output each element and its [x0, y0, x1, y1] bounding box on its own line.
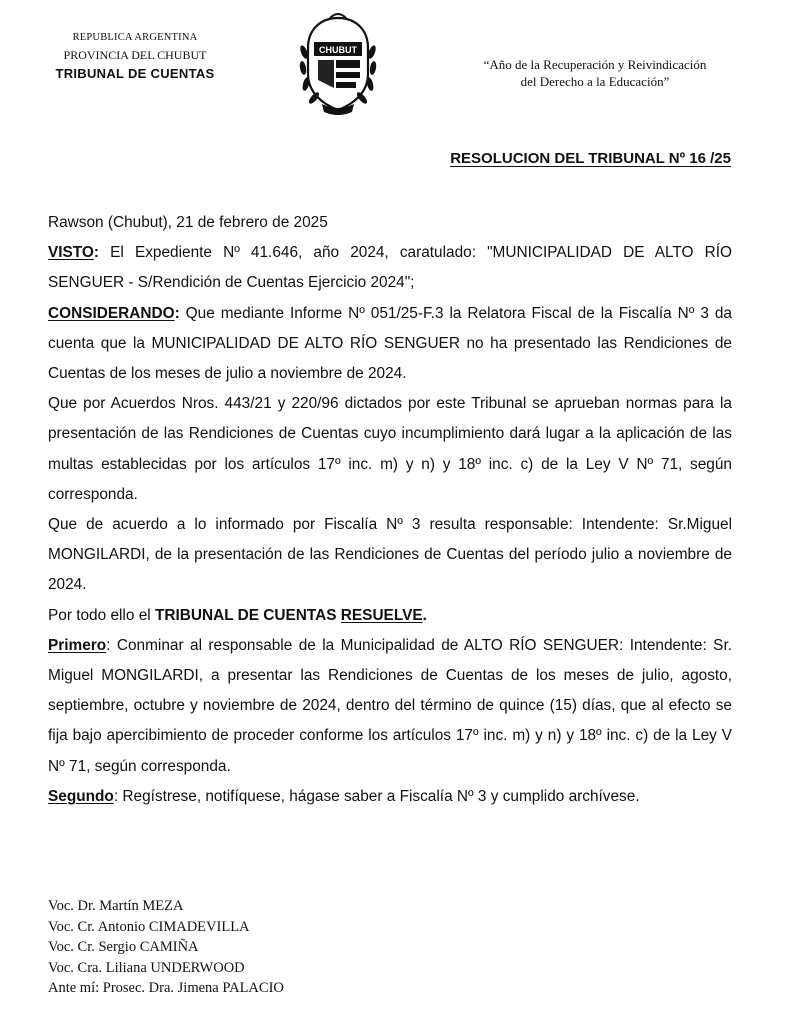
considerando-paragraph	[48, 299, 732, 390]
country-name: REPUBLICA ARGENTINA	[72, 32, 198, 43]
segundo-text: : Regístrese, notifíquese, hágase saber a Fiscalía Nº 3 y cumplido archívese.	[113, 787, 640, 805]
considerando-text: Que mediante Informe Nº 051/25-F.3 la Relatora Fiscal de la Fiscalía Nº 3 da cuenta que la MUNICIPALIDAD DE ALTO RÍO SENGUER no ha presentado las Rendiciones de Cuentas de los meses de julio a noviembre de 2024.	[48, 304, 732, 383]
year-motto	[430, 56, 760, 90]
visto-paragraph	[48, 238, 732, 298]
responsable-paragraph: Que de acuerdo a lo informado por Fiscalía Nº 3 resulta responsable: Intendente: Sr.Miguel MONGILARDI, de la presentación de las Rendiciones de Cuentas del período julio a noviembre de 2024.	[48, 516, 732, 594]
considerando-label: CONSIDERANDO	[48, 304, 175, 322]
chubut-coat-of-arms-icon	[298, 12, 378, 116]
primero-text: : Conminar al responsable de la Municipalidad de ALTO RÍO SENGUER: Intendente: Sr. Miguel MONGILARDI, a presentar las Rendiciones de Cuentas de los meses de julio, agosto, septiembre, octubre y noviembre de 2024, dentro del término de quince (15) días, que al efecto se fija bajo apercibimiento de proceder conforme los artículos 17º inc. m) y n) y 18º inc. c) de la Ley V Nº 71, según corresponda.	[48, 636, 732, 775]
por-todo-paragraph	[48, 601, 732, 631]
segundo-label: Segundo	[48, 787, 114, 805]
emblem-text: CHUBUT	[319, 45, 357, 55]
resolution-body	[48, 208, 732, 812]
signatory: Voc. Cr. Sergio CAMIÑA	[48, 939, 199, 956]
visto-label: VISTO	[48, 244, 94, 262]
motto-line-1: “Año de la Recuperación y Reivindicación	[483, 57, 707, 72]
considerando-colon: :	[174, 304, 180, 322]
primero-label: Primero	[48, 636, 107, 654]
acuerdos-paragraph: Que por Acuerdos Nros. 443/21 y 220/96 dictados por este Tribunal se aprueban normas para la presentación de las Rendiciones de Cuentas cuyo incumplimiento dará lugar a la aplicación de las multas establecidas por los artículos 17º inc. m) y n) y 18º inc. c) de la Ley V Nº 71, según corresponda.	[48, 395, 732, 503]
visto-text: El Expediente Nº 41.646, año 2024, caratulado: "MUNICIPALIDAD DE ALTO RÍO SENGUER - S/Rendición de Cuentas Ejercicio 2024";	[48, 244, 732, 292]
signatory: Voc. Cr. Antonio CIMADEVILLA	[48, 918, 250, 935]
tribunal-name: TRIBUNAL DE CUENTAS	[154, 606, 337, 624]
resolution-title: RESOLUCION DEL TRIBUNAL Nº 16 /25	[450, 150, 731, 167]
province-name: PROVINCIA DEL CHUBUT	[63, 48, 207, 62]
signatory: Voc. Cra. Liliana UNDERWOOD	[48, 959, 245, 976]
primero-paragraph	[48, 631, 732, 782]
por-todo-suffix: .	[422, 606, 427, 624]
letterhead-left	[40, 30, 230, 84]
segundo-paragraph	[48, 782, 732, 812]
por-todo-prefix: Por todo ello el	[48, 606, 155, 624]
motto-line-2: del Derecho a la Educación”	[520, 74, 670, 89]
signatories-list	[48, 896, 284, 999]
signatory: Ante mí: Prosec. Dra. Jimena PALACIO	[48, 980, 284, 997]
resuelve-word: RESUELVE	[340, 606, 423, 624]
visto-colon: :	[93, 244, 100, 262]
institution-name: TRIBUNAL DE CUENTAS	[55, 66, 215, 81]
date-line: Rawson (Chubut), 21 de febrero de 2025	[48, 214, 328, 231]
signatory: Voc. Dr. Martín MEZA	[48, 898, 184, 914]
